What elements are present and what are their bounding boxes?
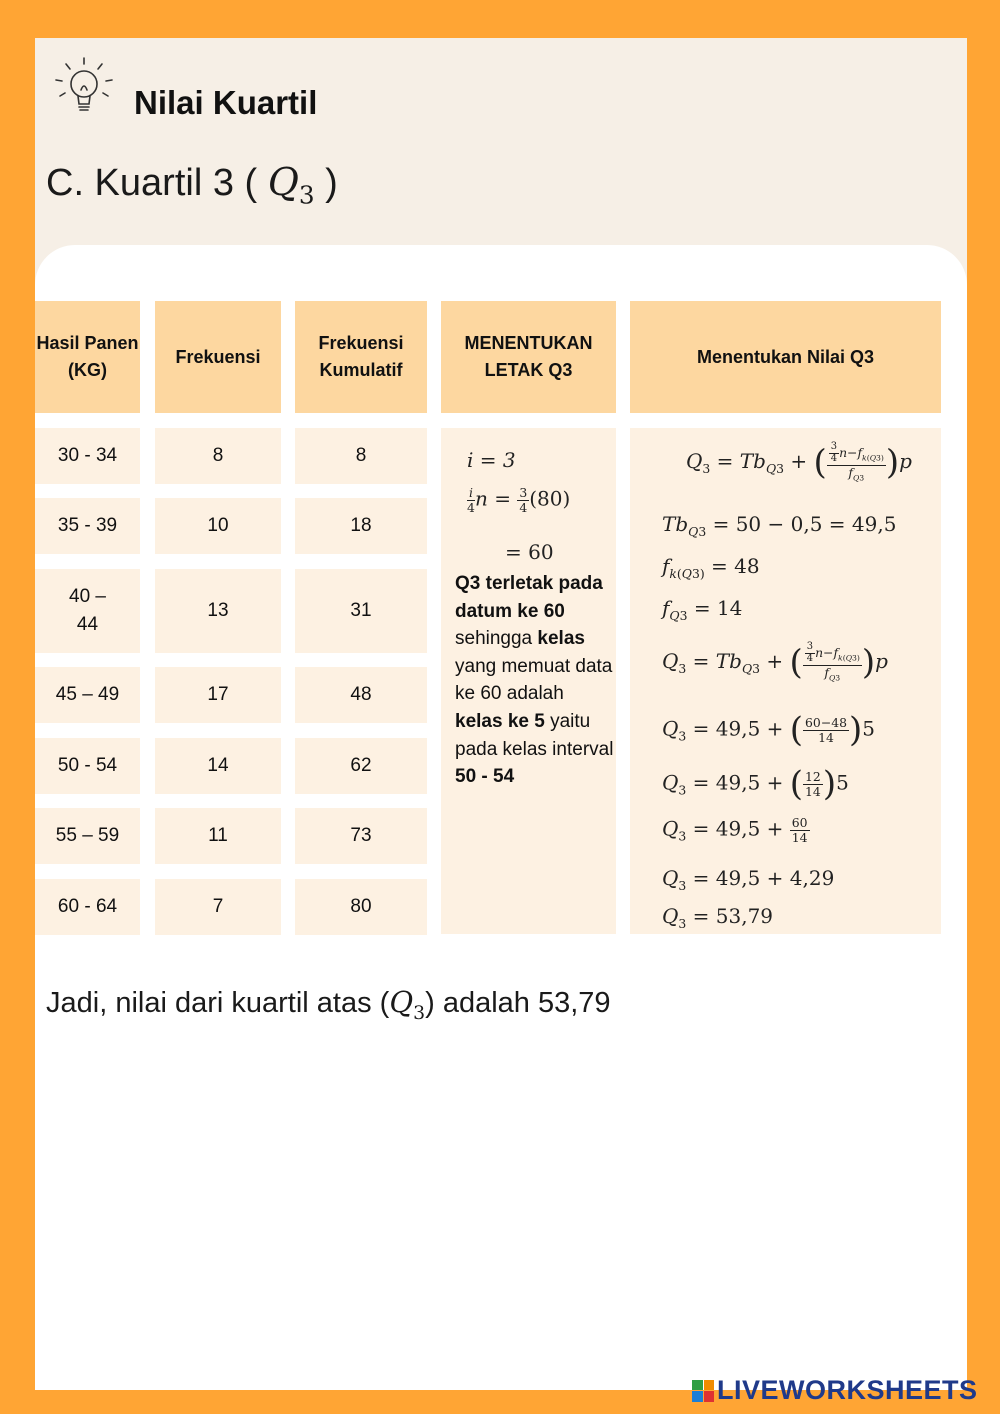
cell-kelas: 45 – 49 — [35, 667, 140, 723]
explanation-bold-3: kelas — [537, 628, 585, 650]
q3-step-2: $Q_3 = 49,5$ + ( $\frac{12}{14}$ )5 — [662, 764, 849, 804]
tb-value: $Tb_{Q3} = 50 - 0,5 = 49,5$ — [662, 512, 897, 539]
q3-symbol — [267, 160, 315, 210]
fq-value: $f_{Q3} = 14$ — [662, 596, 743, 623]
section-title — [46, 160, 338, 210]
cell-frekuensi: 8 — [155, 428, 281, 484]
cell-frekuensi: 10 — [155, 498, 281, 554]
cell-kelas: 40 – 44 — [35, 569, 140, 653]
cell-frekuensi: 7 — [155, 879, 281, 935]
q3-result: $Q_3 = 53,79$ — [662, 904, 774, 931]
explanation-bold-7: 50 - 54 — [455, 766, 515, 788]
position-result: = 60 — [505, 540, 554, 564]
conclusion-suffix: ) adalah 53,79 — [425, 987, 611, 1019]
header-hasil-panen: Hasil Panen (KG) — [35, 301, 140, 413]
position-equation — [467, 486, 570, 514]
cell-kumulatif: 18 — [295, 498, 427, 554]
step1-den: 14 — [818, 729, 834, 745]
p-symbol: p — [899, 448, 912, 473]
result-text: = 53,79 — [692, 904, 774, 928]
q-subscript: 3 — [298, 180, 315, 210]
letak-q3-panel — [441, 428, 616, 934]
step2-num: 12 — [805, 768, 821, 784]
tb-text: = 50 − 0,5 = 49,5 — [712, 512, 897, 536]
q3-formula: $Q_3 = Tb_{Q3}$ + ( $\frac{3}{4}$ $n-f_{k(Q3)}$ $f_{Q3}$ )p — [686, 441, 912, 483]
step4-text: = 49,5 + 4,29 — [692, 866, 835, 890]
step2-mult: 5 — [836, 770, 849, 795]
index-eq-text: i = 3 — [467, 448, 516, 472]
cell-kelas: 50 - 54 — [35, 738, 140, 794]
cell-frekuensi: 17 — [155, 667, 281, 723]
cell-kumulatif: 48 — [295, 667, 427, 723]
step3-text: = 49,5 + — [692, 816, 790, 841]
header-frekuensi: Frekuensi — [155, 301, 281, 413]
fq-text: = 14 — [693, 596, 743, 620]
cell-kelas: 30 - 34 — [35, 428, 140, 484]
q3-formula-repeat: $Q_3 = Tb_{Q3}$ + ( $\frac{3}{4}$ $n-f_{k(Q3)}$ $f_{Q3}$ )p — [662, 641, 888, 683]
cell-frekuensi: 11 — [155, 808, 281, 864]
conclusion-q-sub: 3 — [413, 1002, 426, 1024]
cell-kelas: 60 - 64 — [35, 879, 140, 935]
header-menentukan-nilai: Menentukan Nilai Q3 — [630, 301, 941, 413]
n-equals: n = — [474, 486, 518, 511]
index-equation — [467, 448, 516, 472]
header-menentukan-letak: MENENTUKAN LETAK Q3 — [441, 301, 616, 413]
cell-kelas: 35 - 39 — [35, 498, 140, 554]
cell-kumulatif: 80 — [295, 879, 427, 935]
section-title-suffix: ) — [314, 162, 338, 204]
position-value: (80) — [529, 486, 571, 511]
step2-den: 14 — [805, 783, 821, 799]
logo-text: LIVEWORKSHEETS — [717, 1375, 978, 1405]
conclusion-prefix: Jadi, nilai dari kuartil atas ( — [46, 987, 390, 1019]
cell-kumulatif: 8 — [295, 428, 427, 484]
cell-frekuensi: 14 — [155, 738, 281, 794]
explanation-text-4: yang memuat data ke 60 adalah — [455, 655, 613, 705]
cell-kumulatif: 31 — [295, 569, 427, 653]
cell-frekuensi: 13 — [155, 569, 281, 653]
step2-text: = 49,5 + — [692, 770, 790, 795]
step1-mult: 5 — [862, 716, 875, 741]
logo-mark-icon — [692, 1380, 714, 1402]
explanation-bold-5: kelas ke 5 — [455, 710, 545, 732]
explanation-bold-1: Q3 terletak pada datum ke 60 — [455, 573, 603, 622]
page-title: Nilai Kuartil — [134, 84, 318, 121]
q3-step-1: $Q_3 = 49,5$ + ( $\frac{60-48}{14}$ )5 — [662, 710, 875, 750]
fk-value: $f_{k(Q3)} = 48$ — [662, 554, 760, 581]
q-letter: Q — [267, 160, 299, 204]
conclusion-q3-symbol — [389, 985, 426, 1024]
cell-kumulatif: 73 — [295, 808, 427, 864]
step3-den: 14 — [791, 829, 808, 845]
cell-kumulatif: 62 — [295, 738, 427, 794]
q3-step-3: $Q_3 = 49,5$ + $\frac{60}{14}$ — [662, 815, 808, 845]
nilai-q3-panel — [630, 428, 941, 934]
explanation-text-6: yaitu pada kelas interval — [455, 710, 614, 760]
step3-num: 60 — [791, 815, 808, 830]
conclusion-text — [46, 985, 611, 1024]
section-title-prefix: C. Kuartil 3 ( — [46, 162, 268, 204]
explanation-text-2: sehingga — [455, 628, 538, 650]
conclusion-q-letter: Q — [389, 985, 414, 1019]
fraction-i-over-4: $\frac{i}{4}$ — [467, 485, 475, 515]
step1-num: 60−48 — [805, 714, 847, 730]
fraction-three-quarters: $\frac{3}{4}$ — [519, 485, 528, 515]
step1-text: = 49,5 + — [692, 716, 790, 741]
liveworksheets-logo[interactable] — [692, 1375, 978, 1406]
lightbulb-icon — [48, 52, 120, 124]
q3-step-4: $Q_3 = 49,5 + 4,29$ — [662, 866, 835, 893]
header-frekuensi-kumulatif: Frekuensi Kumulatif — [295, 301, 427, 413]
fk-text: = 48 — [711, 554, 760, 578]
cell-kelas: 55 – 59 — [35, 808, 140, 864]
letak-explanation — [455, 570, 615, 791]
